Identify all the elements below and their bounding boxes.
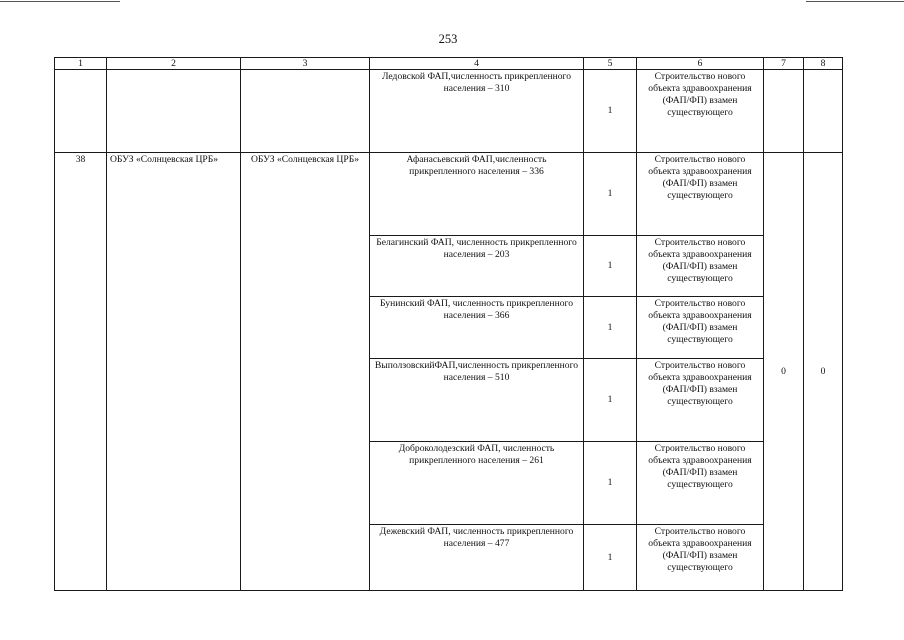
scan-edge-mark-right bbox=[806, 1, 904, 2]
count-cell: 1 bbox=[584, 153, 637, 236]
recipient-cell: ОБУЗ «Солнцевская ЦРБ» bbox=[241, 153, 370, 591]
activity-cell: Строительство нового объекта здравоохранения (ФАП/ФП) взамен существующего bbox=[637, 297, 764, 359]
facility-cell: Бунинский ФАП, численность прикрепленного населения – 366 bbox=[370, 297, 584, 359]
table-row-continuation bbox=[55, 70, 843, 153]
column-7-value-cell: 0 bbox=[764, 153, 804, 591]
count-cell: 1 bbox=[584, 442, 637, 525]
activity-cell: Строительство нового объекта здравоохранения (ФАП/ФП) взамен существующего bbox=[637, 525, 764, 591]
activity-cell: Строительство нового объекта здравоохранения (ФАП/ФП) взамен существующего bbox=[637, 70, 764, 153]
column-header: 5 bbox=[584, 58, 637, 70]
activity-cell: Строительство нового объекта здравоохранения (ФАП/ФП) взамен существующего bbox=[637, 359, 764, 442]
column-header: 7 bbox=[764, 58, 804, 70]
column-header: 3 bbox=[241, 58, 370, 70]
count-cell: 1 bbox=[584, 70, 637, 153]
customer-cell: ОБУЗ «Солнцевская ЦРБ» bbox=[107, 153, 241, 591]
count-cell: 1 bbox=[584, 297, 637, 359]
column-header: 6 bbox=[637, 58, 764, 70]
scan-edge-mark-left bbox=[0, 1, 120, 2]
count-cell: 1 bbox=[584, 525, 637, 591]
row-number-cell: 38 bbox=[55, 153, 107, 591]
facility-cell: Доброколодезский ФАП, численность прикрепленного населения – 261 bbox=[370, 442, 584, 525]
count-cell: 1 bbox=[584, 236, 637, 297]
document-table bbox=[54, 57, 843, 591]
empty-cell bbox=[804, 70, 843, 153]
column-number-header-row bbox=[55, 58, 843, 70]
facility-cell: Дежевский ФАП, численность прикрепленного населения – 477 bbox=[370, 525, 584, 591]
empty-cell bbox=[764, 70, 804, 153]
column-header: 8 bbox=[804, 58, 843, 70]
table-row bbox=[55, 153, 843, 236]
facility-cell: ВыползовскийФАП,численность прикрепленного населения – 510 bbox=[370, 359, 584, 442]
count-cell: 1 bbox=[584, 359, 637, 442]
activity-cell: Строительство нового объекта здравоохранения (ФАП/ФП) взамен существующего bbox=[637, 153, 764, 236]
column-header: 2 bbox=[107, 58, 241, 70]
facility-cell: Белагинский ФАП, численность прикрепленного населения – 203 bbox=[370, 236, 584, 297]
activity-cell: Строительство нового объекта здравоохранения (ФАП/ФП) взамен существующего bbox=[637, 442, 764, 525]
empty-cell bbox=[55, 70, 107, 153]
column-8-value-cell: 0 bbox=[804, 153, 843, 591]
facility-cell: Ледовской ФАП,численность прикрепленного населения – 310 bbox=[370, 70, 584, 153]
column-header: 4 bbox=[370, 58, 584, 70]
empty-cell bbox=[107, 70, 241, 153]
column-header: 1 bbox=[55, 58, 107, 70]
empty-cell bbox=[241, 70, 370, 153]
facility-cell: Афанасьевский ФАП,численность прикрепленного населения – 336 bbox=[370, 153, 584, 236]
activity-cell: Строительство нового объекта здравоохранения (ФАП/ФП) взамен существующего bbox=[637, 236, 764, 297]
page-number: 253 bbox=[438, 32, 458, 46]
